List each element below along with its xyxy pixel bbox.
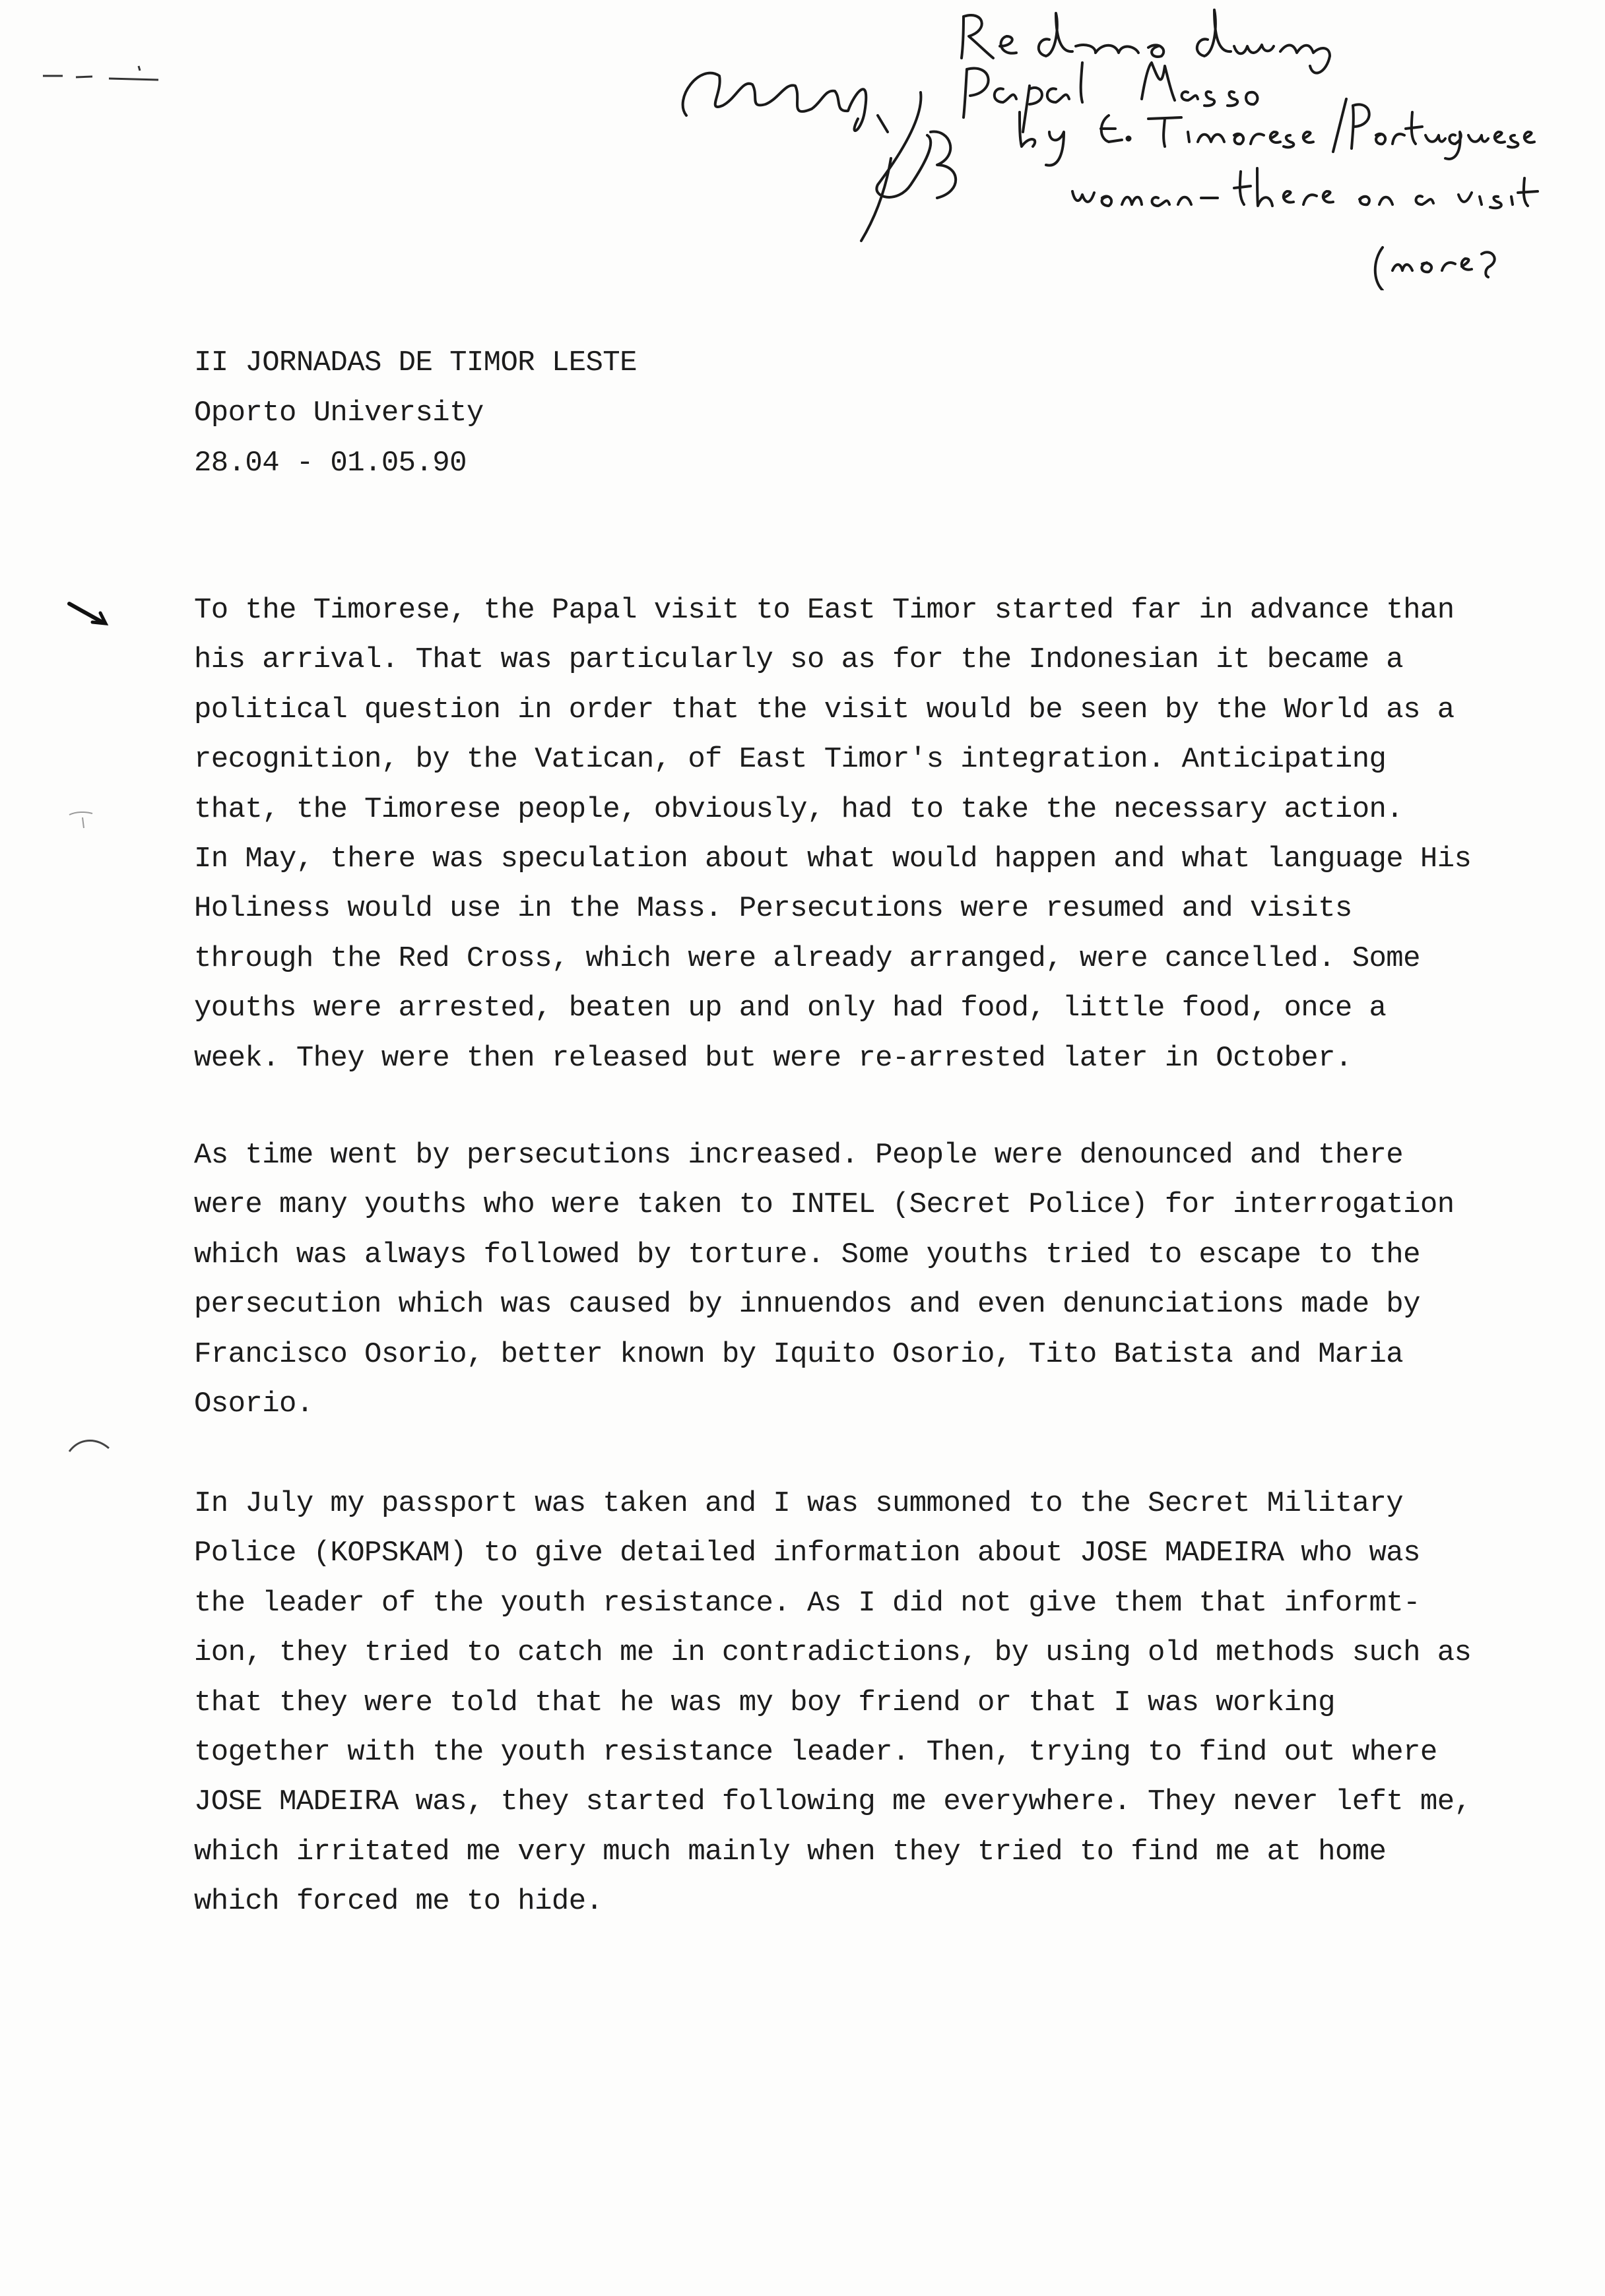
text-line: Francisco Osorio, better known by Iquito Osorio, Tito Batista and Maria (194, 1337, 1404, 1371)
text-line: which was always followed by torture. Some youths tried to escape to the (194, 1238, 1420, 1271)
text-line: together with the youth resistance leader. Then, trying to find out where (194, 1735, 1437, 1769)
text-line: the leader of the youth resistance. As I did not give them that informt- (194, 1586, 1420, 1620)
handwritten-annotation (660, 0, 1557, 290)
paragraph-1 (194, 586, 1507, 1083)
text-line: ion, they tried to catch me in contradictions, by using old methods such as (194, 1636, 1472, 1670)
text-line: In July my passport was taken and I was summoned to the Secret Military (194, 1487, 1404, 1520)
document-header (194, 338, 986, 488)
text-line: through the Red Cross, which were already arranged, were cancelled. Some (194, 941, 1420, 975)
text-line: that, the Timorese people, obviously, had to take the necessary action. (194, 792, 1404, 826)
venue: Oporto University (194, 397, 484, 430)
text-line: were many youths who were taken to INTEL (Secret Police) for interrogation (194, 1188, 1455, 1222)
scan-mark-faint (66, 808, 99, 835)
text-line: Holiness would use in the Mass. Persecutions were resumed and visits (194, 892, 1352, 926)
paragraph-3 (194, 1479, 1507, 1927)
paragraph-2 (194, 1131, 1507, 1429)
text-line: that they were told that he was my boy friend or that I was working (194, 1686, 1335, 1719)
scan-mark-top-left (40, 63, 165, 89)
text-line: which irritated me very much mainly when they tried to find me at home (194, 1835, 1387, 1868)
text-line: JOSE MADEIRA was, they started following me everywhere. They never left me, (194, 1785, 1472, 1819)
text-line: which forced me to hide. (194, 1885, 603, 1919)
text-line: youths were arrested, beaten up and only had food, little food, once a (194, 992, 1387, 1025)
text-line: week. They were then released but were re-arrested later in October. (194, 1041, 1352, 1075)
text-line: In May, there was speculation about what would happen and what language His (194, 842, 1472, 876)
handwriting-drawing (660, 0, 1557, 290)
scan-mark-arc (66, 1432, 112, 1458)
text-line: his arrival. That was particularly so as for the Indonesian it became a (194, 643, 1404, 677)
text-line: Police (KOPSKAM) to give detailed information about JOSE MADEIRA who was (194, 1537, 1420, 1570)
text-line: As time went by persecutions increased. People were denounced and there (194, 1139, 1404, 1172)
text-line: Osorio. (194, 1387, 313, 1420)
text-line: recognition, by the Vatican, of East Timor's integration. Anticipating (194, 743, 1387, 777)
scan-mark-arrow (66, 597, 112, 630)
event-title: II JORNADAS DE TIMOR LESTE (194, 346, 637, 379)
text-line: persecution which was caused by innuendos and even denunciations made by (194, 1288, 1420, 1322)
text-line: To the Timorese, the Papal visit to East Timor started far in advance than (194, 594, 1455, 627)
event-dates: 28.04 - 01.05.90 (194, 447, 467, 480)
text-line: political question in order that the visit would be seen by the World as a (194, 693, 1455, 726)
